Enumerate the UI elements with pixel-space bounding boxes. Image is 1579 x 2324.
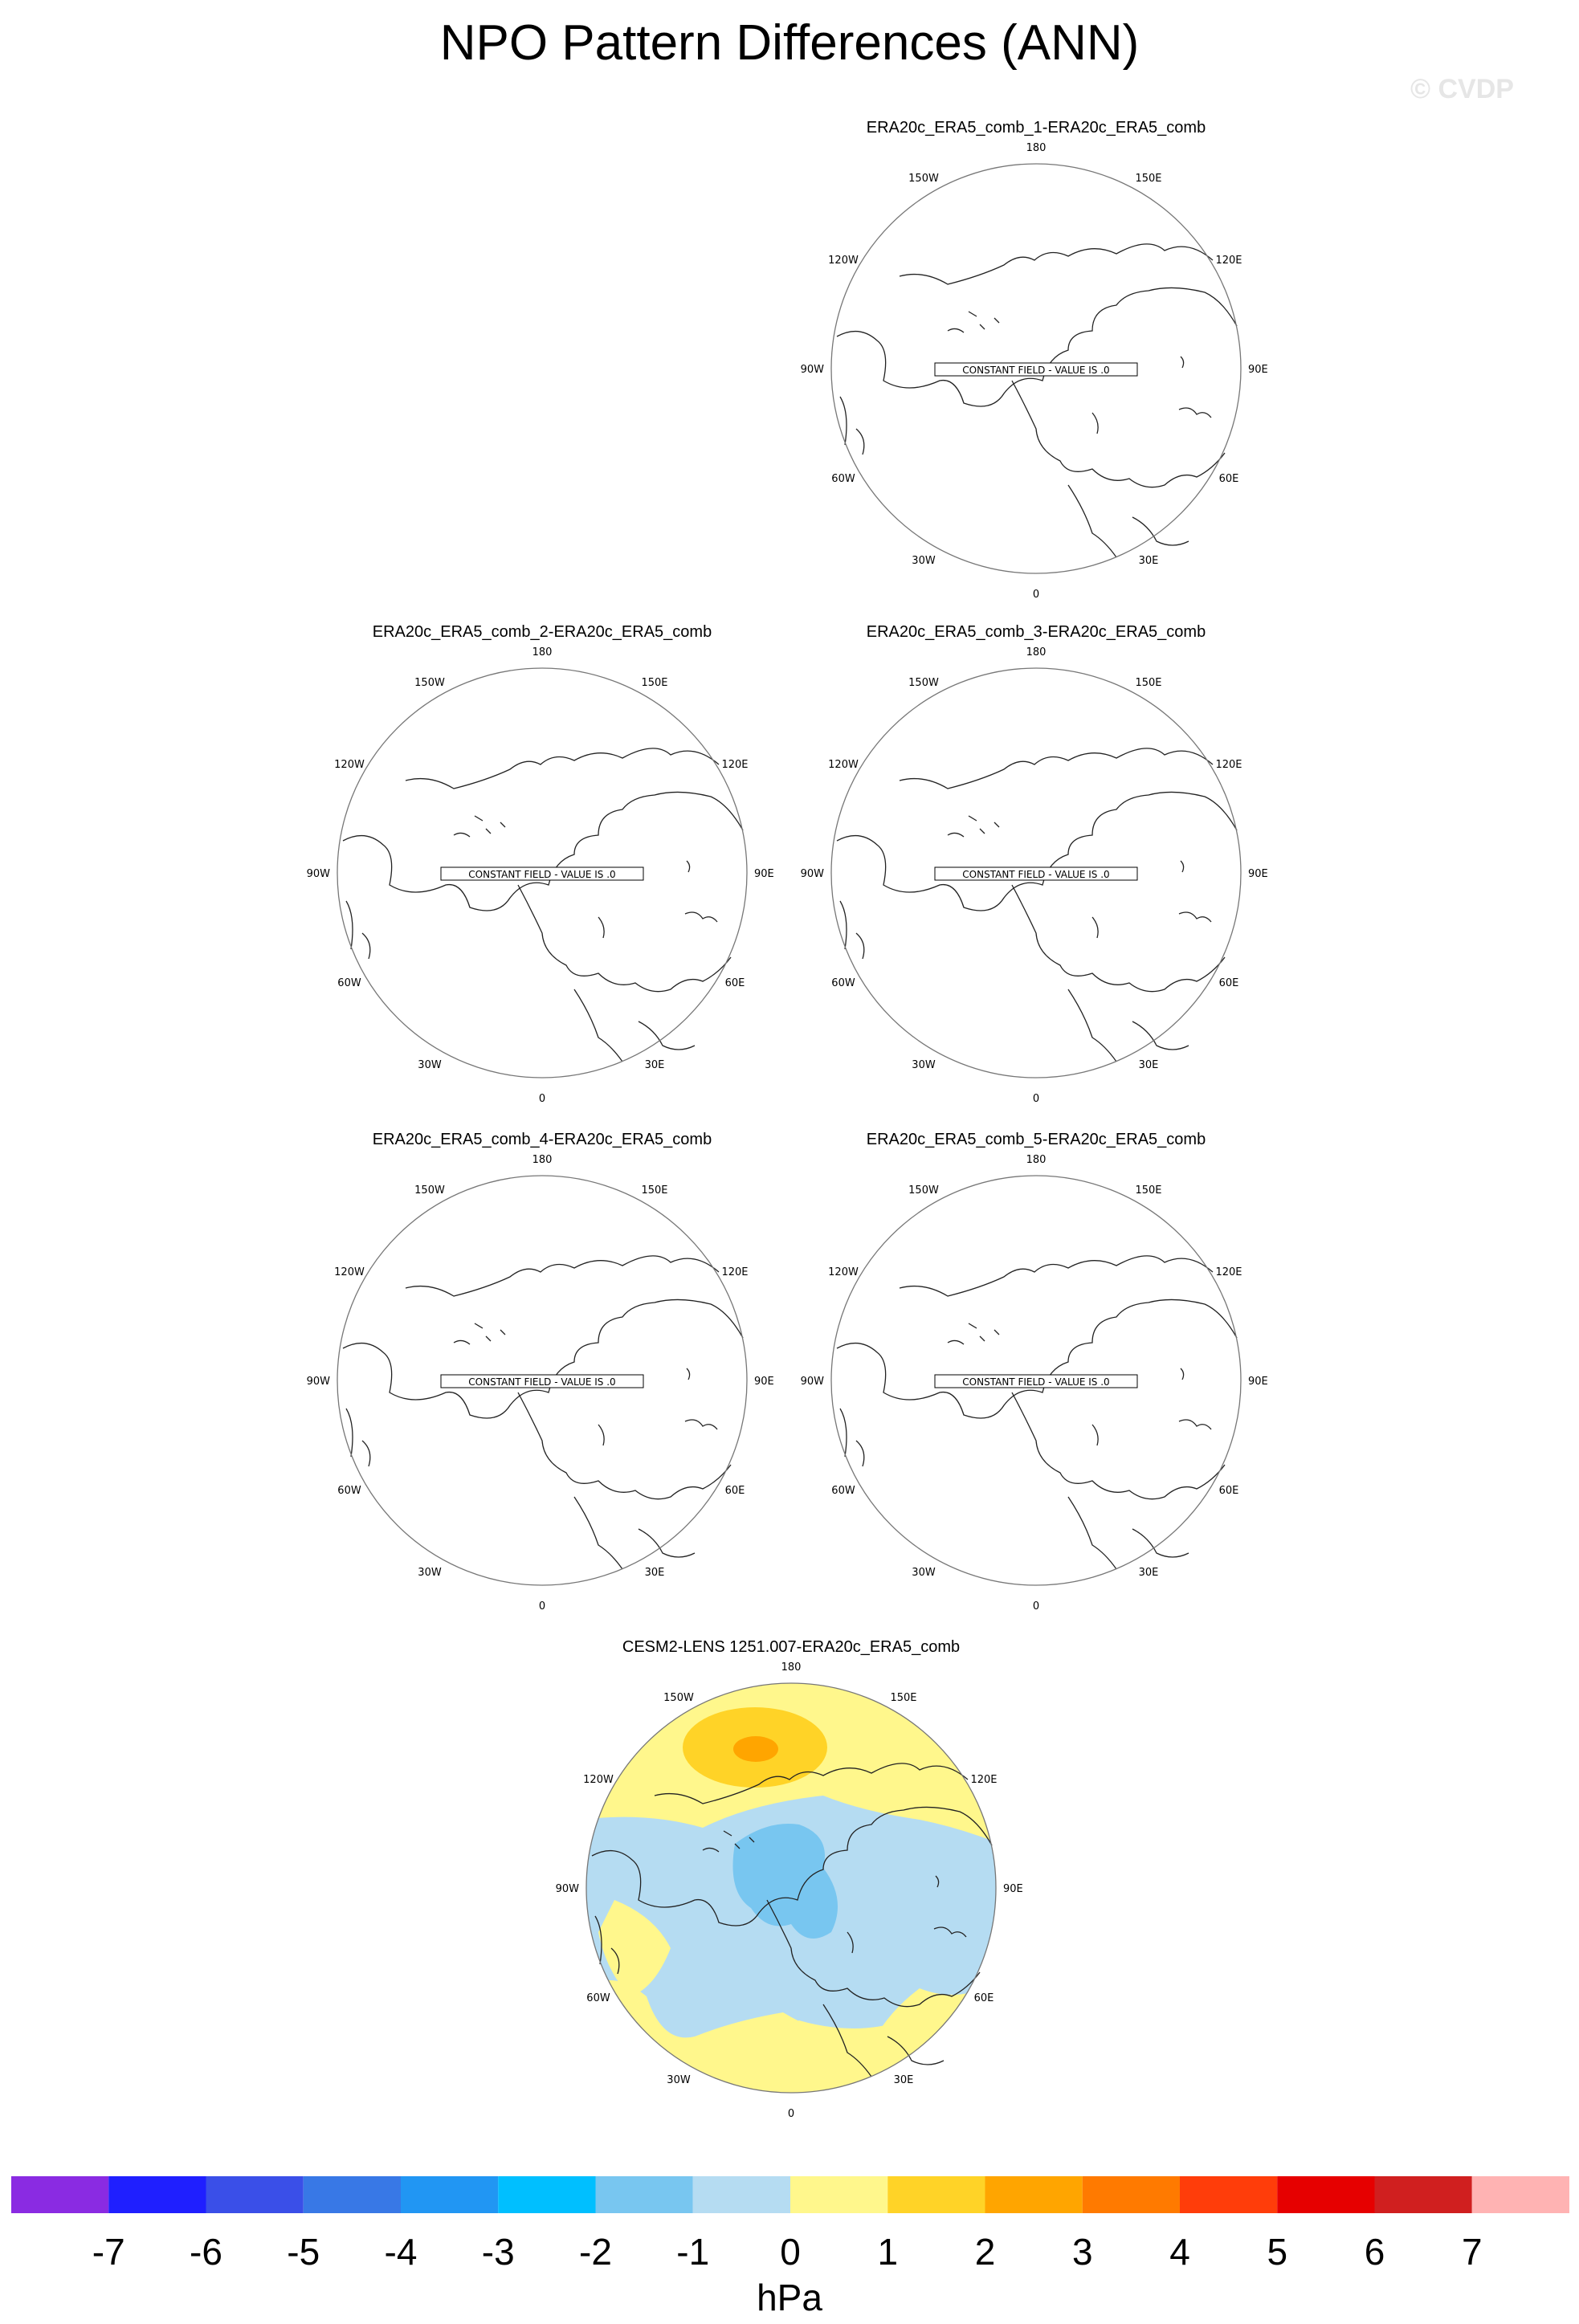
- colorbar-box: [498, 2176, 595, 2213]
- polar-map: [306, 1152, 774, 1625]
- constant-field-label: CONSTANT FIELD - VALUE IS .0: [468, 869, 616, 880]
- lon-label-30E: 30E: [1138, 1567, 1159, 1579]
- lon-label-30W: 30W: [667, 2074, 691, 2086]
- lon-label-120W: 120W: [583, 1774, 614, 1786]
- lon-label-30W: 30W: [418, 1059, 442, 1071]
- colorbar-box: [1083, 2176, 1180, 2213]
- lon-label-120E: 120E: [1215, 255, 1242, 267]
- lon-label-150E: 150E: [1135, 677, 1162, 689]
- colorbar: [11, 2176, 1569, 2279]
- lon-label-90E: 90E: [754, 1376, 774, 1388]
- colorbar-tick-label: 5: [1267, 2231, 1288, 2273]
- lon-label-30E: 30E: [1138, 1059, 1159, 1071]
- constant-field-label: CONSTANT FIELD - VALUE IS .0: [962, 869, 1110, 880]
- lon-label-60E: 60E: [1218, 473, 1239, 485]
- colorbar-box: [108, 2176, 206, 2213]
- colorbar-box: [887, 2176, 985, 2213]
- lon-label-120W: 120W: [334, 759, 365, 771]
- lon-label-60E: 60E: [1218, 1485, 1239, 1497]
- lon-label-120W: 120W: [828, 255, 859, 267]
- contour-fields: [582, 1659, 1000, 2141]
- panel-title: ERA20c_ERA5_comb_4-ERA20c_ERA5_comb: [372, 1131, 712, 1148]
- colorbar-box: [401, 2176, 498, 2213]
- colorbar-tick-label: -5: [287, 2231, 320, 2273]
- lon-label-60E: 60E: [724, 977, 745, 989]
- lon-label-0: 0: [538, 1093, 546, 1105]
- lon-label-60E: 60E: [973, 1992, 994, 2004]
- lon-label-120E: 120E: [1215, 759, 1242, 771]
- colorbar-box: [1180, 2176, 1277, 2213]
- lon-label-30E: 30E: [644, 1567, 665, 1579]
- lon-label-0: 0: [1032, 589, 1040, 601]
- field-positive-2-3: [733, 1736, 778, 1762]
- watermark: © CVDP: [1410, 74, 1514, 104]
- lon-label-150W: 150W: [908, 173, 939, 185]
- panel-title: CESM2-LENS 1251.007-ERA20c_ERA5_comb: [622, 1638, 961, 1656]
- lon-label-180: 180: [1026, 142, 1047, 154]
- lon-label-0: 0: [1032, 1600, 1040, 1613]
- colorbar-tick-label: 4: [1169, 2231, 1190, 2273]
- colorbar-tick-label: 2: [974, 2231, 996, 2273]
- lon-label-150W: 150W: [908, 677, 939, 689]
- colorbar-box: [206, 2176, 304, 2213]
- lon-label-30E: 30E: [644, 1059, 665, 1071]
- lon-label-150E: 150E: [641, 677, 668, 689]
- polar-map: [800, 140, 1268, 614]
- lon-label-30E: 30E: [1138, 555, 1159, 567]
- lon-label-60W: 60W: [586, 1992, 610, 2004]
- lon-label-60W: 60W: [831, 977, 855, 989]
- lon-label-0: 0: [1032, 1093, 1040, 1105]
- lon-label-30E: 30E: [893, 2074, 914, 2086]
- lon-label-150W: 150W: [663, 1692, 694, 1704]
- panel-title: ERA20c_ERA5_comb_3-ERA20c_ERA5_comb: [866, 623, 1206, 641]
- lon-label-90W: 90W: [800, 1376, 824, 1388]
- colorbar-box: [1375, 2176, 1472, 2213]
- lon-label-180: 180: [532, 646, 553, 658]
- polar-map: [800, 644, 1268, 1118]
- lon-label-90W: 90W: [306, 1376, 330, 1388]
- lon-label-180: 180: [781, 1661, 802, 1674]
- lon-label-150W: 150W: [414, 677, 445, 689]
- panel-title: ERA20c_ERA5_comb_5-ERA20c_ERA5_comb: [866, 1131, 1206, 1148]
- lon-label-150W: 150W: [908, 1184, 939, 1197]
- colorbar-tick-label: -2: [579, 2231, 612, 2273]
- lon-label-90E: 90E: [1003, 1883, 1023, 1895]
- lon-label-60W: 60W: [831, 1485, 855, 1497]
- lon-label-120E: 120E: [721, 759, 749, 771]
- colorbar-tick-label: 3: [1071, 2231, 1093, 2273]
- colorbar-box: [11, 2176, 108, 2213]
- lon-label-90W: 90W: [800, 868, 824, 880]
- colorbar-units: hPa: [757, 2277, 822, 2318]
- colorbar-tick-label: -7: [92, 2231, 125, 2273]
- panel-title: ERA20c_ERA5_comb_2-ERA20c_ERA5_comb: [372, 623, 712, 641]
- lon-label-120E: 120E: [970, 1774, 998, 1786]
- lon-label-180: 180: [1026, 646, 1047, 658]
- constant-field-label: CONSTANT FIELD - VALUE IS .0: [962, 365, 1110, 376]
- lon-label-150E: 150E: [890, 1692, 917, 1704]
- lon-label-90E: 90E: [1248, 1376, 1268, 1388]
- colorbar-box: [596, 2176, 693, 2213]
- panel-title: ERA20c_ERA5_comb_1-ERA20c_ERA5_comb: [866, 119, 1206, 137]
- colorbar-tick-label: 0: [780, 2231, 801, 2273]
- lon-label-0: 0: [538, 1600, 546, 1613]
- lon-label-120W: 120W: [334, 1266, 365, 1278]
- polar-map: [555, 1659, 1023, 2133]
- lon-label-90E: 90E: [754, 868, 774, 880]
- lon-label-30W: 30W: [418, 1567, 442, 1579]
- lon-label-30W: 30W: [912, 555, 936, 567]
- lon-label-30W: 30W: [912, 1567, 936, 1579]
- colorbar-box: [693, 2176, 790, 2213]
- lon-label-90W: 90W: [555, 1883, 579, 1895]
- lon-label-90E: 90E: [1248, 364, 1268, 376]
- lon-label-60E: 60E: [1218, 977, 1239, 989]
- lon-label-150E: 150E: [1135, 1184, 1162, 1197]
- figure-title: NPO Pattern Differences (ANN): [439, 15, 1140, 71]
- lon-label-90W: 90W: [800, 364, 824, 376]
- lon-label-150E: 150E: [641, 1184, 668, 1197]
- colorbar-box: [985, 2176, 1083, 2213]
- lon-label-120E: 120E: [1215, 1266, 1242, 1278]
- polar-map: [306, 644, 774, 1118]
- lon-label-150E: 150E: [1135, 173, 1162, 185]
- colorbar-tick-label: -3: [481, 2231, 515, 2273]
- colorbar-tick-label: 6: [1364, 2231, 1385, 2273]
- lon-label-90W: 90W: [306, 868, 330, 880]
- colorbar-tick-label: -6: [190, 2231, 222, 2273]
- lon-label-0: 0: [787, 2108, 795, 2120]
- lon-label-120W: 120W: [828, 759, 859, 771]
- colorbar-box: [1472, 2176, 1569, 2213]
- colorbar-tick-label: 7: [1461, 2231, 1483, 2273]
- colorbar-tick-label: -1: [676, 2231, 710, 2273]
- lon-label-120E: 120E: [721, 1266, 749, 1278]
- polar-map: [800, 1152, 1268, 1625]
- colorbar-tick-label: -4: [384, 2231, 418, 2273]
- lon-label-30W: 30W: [912, 1059, 936, 1071]
- lon-label-60E: 60E: [724, 1485, 745, 1497]
- colorbar-box: [790, 2176, 887, 2213]
- lon-label-180: 180: [532, 1154, 553, 1166]
- constant-field-label: CONSTANT FIELD - VALUE IS .0: [962, 1376, 1110, 1388]
- lon-label-90E: 90E: [1248, 868, 1268, 880]
- colorbar-box: [1277, 2176, 1374, 2213]
- lon-label-60W: 60W: [831, 473, 855, 485]
- lon-label-150W: 150W: [414, 1184, 445, 1197]
- lon-label-120W: 120W: [828, 1266, 859, 1278]
- lon-label-180: 180: [1026, 1154, 1047, 1166]
- constant-field-label: CONSTANT FIELD - VALUE IS .0: [468, 1376, 616, 1388]
- lon-label-60W: 60W: [337, 977, 361, 989]
- colorbar-tick-label: 1: [877, 2231, 899, 2273]
- colorbar-box: [304, 2176, 401, 2213]
- lon-label-60W: 60W: [337, 1485, 361, 1497]
